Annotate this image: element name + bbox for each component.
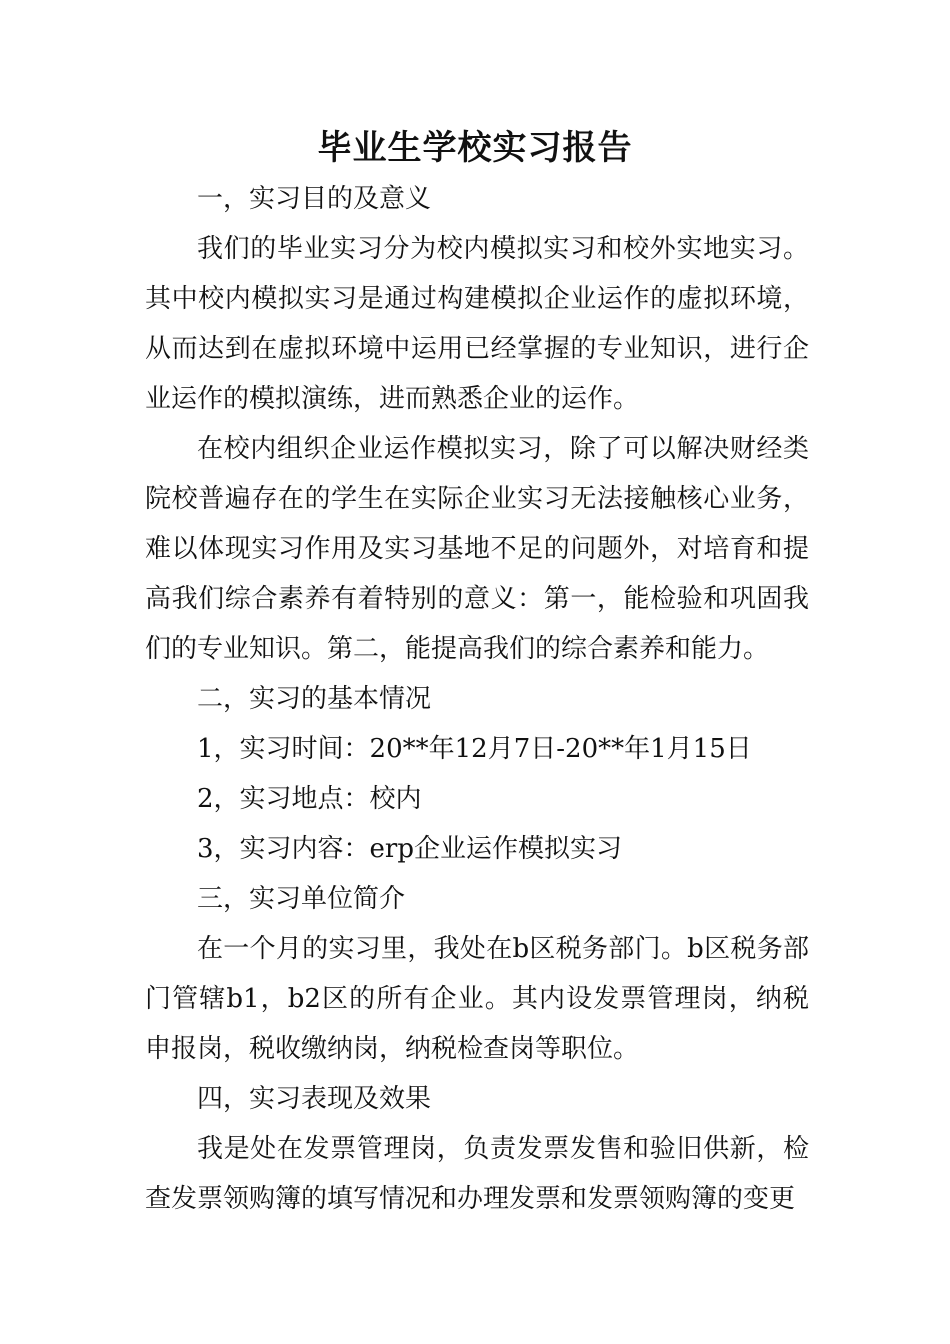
section-heading-1: 一，实习目的及意义 (197, 184, 432, 214)
paragraph-significance: 在校内组织企业运作模拟实习，除了可以解决财经类院校普遍存在的学生在实际企业实习无法接触核心业务，难以体现实习作用及实习基地不足的问题外，对培育和提高我们综合素养有着特别的意义：第一，能检验和巩固我们的专业知识。第二，能提高我们的综合素养和能力。 (145, 434, 809, 664)
section-heading-2: 二，实习的基本情况 (197, 684, 432, 714)
paragraph-performance: 我是处在发票管理岗，负责发票发售和验旧供新，检查发票领购簿的填写情况和办理发票和发票领购簿的变更 (145, 1134, 809, 1214)
paragraph-purpose: 我们的毕业实习分为校内模拟实习和校外实地实习。其中校内模拟实习是通过构建模拟企业运作的虚拟环境，从而达到在虚拟环境中运用已经掌握的专业知识，进行企业运作的模拟演练，进而熟悉企业的运作。 (145, 234, 809, 414)
document-title: 毕业生学校实习报告 (317, 128, 633, 168)
detail-content: 3，实习内容：erp企业运作模拟实习 (197, 834, 623, 864)
paragraph-unit-intro: 在一个月的实习里，我处在b区税务部门。b区税务部门管辖b1，b2区的所有企业。其内设发票管理岗，纳税申报岗，税收缴纳岗，纳税检查岗等职位。 (145, 934, 809, 1064)
detail-time: 1，实习时间：20**年12月7日-20**年1月15日 (197, 734, 752, 764)
section-heading-4: 四，实习表现及效果 (197, 1084, 432, 1114)
section-heading-3: 三，实习单位简介 (197, 884, 406, 914)
detail-location: 2，实习地点：校内 (197, 784, 422, 814)
document-body (145, 174, 809, 1224)
